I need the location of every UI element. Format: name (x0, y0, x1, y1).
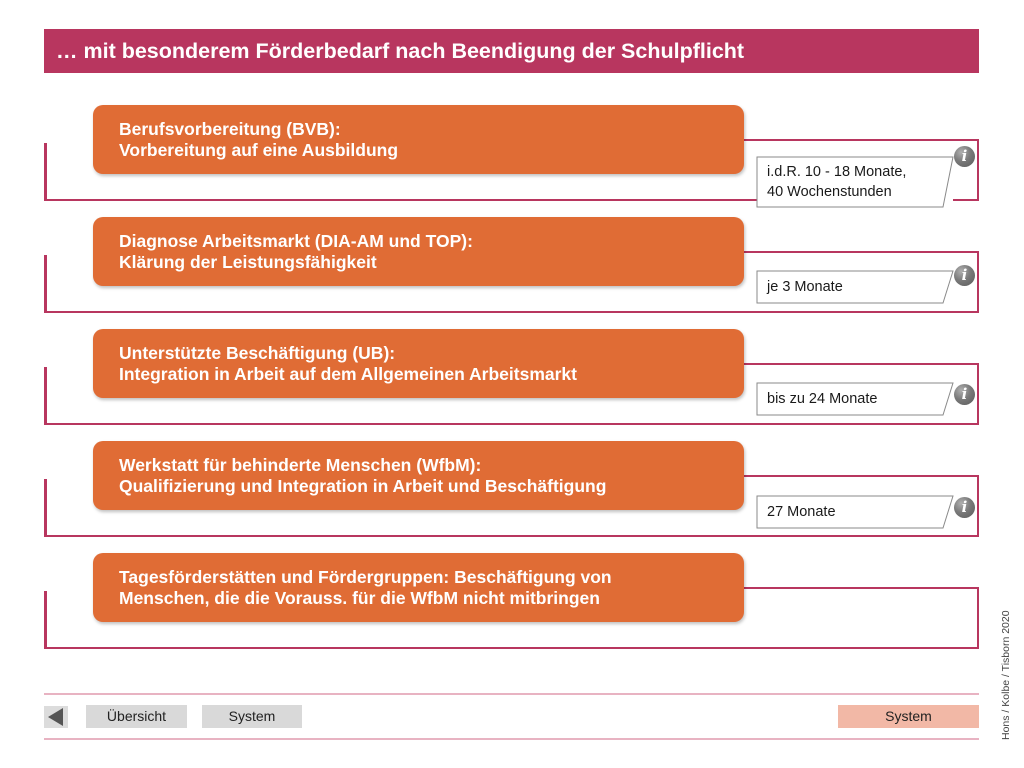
info-icon-ub[interactable]: i (954, 384, 975, 405)
back-arrow-icon (48, 708, 63, 726)
card-tagesfoerderstaetten-title: Tagesförderstätten und Fördergruppen: Beschäftigung von (119, 567, 612, 587)
card-dia-am-title: Diagnose Arbeitsmarkt (DIA-AM und TOP): (119, 231, 473, 251)
overview-button[interactable]: Übersicht (86, 705, 187, 728)
info-box-ub (757, 383, 953, 415)
info-bvb-hours: 40 Wochenstunden (767, 184, 892, 200)
card-ub-subtitle: Integration in Arbeit auf dem Allgemeinen Arbeitsmarkt (119, 364, 577, 384)
info-icon-wfbm[interactable]: i (954, 497, 975, 518)
card-wfbm-subtitle: Qualifizierung und Integration in Arbeit und Beschäftigung (119, 476, 607, 496)
card-wfbm[interactable] (93, 441, 744, 510)
system-button-active[interactable]: System (838, 705, 979, 728)
info-box-bvb (757, 157, 953, 207)
slide-title-bar (44, 29, 979, 73)
card-bvb-subtitle: Vorbereitung auf eine Ausbildung (119, 140, 399, 160)
nav-divider-top (44, 693, 979, 695)
card-dia-am-subtitle: Klärung der Leistungsfähigkeit (119, 252, 377, 272)
info-icon-bvb[interactable]: i (954, 146, 975, 167)
card-ub[interactable] (93, 329, 744, 398)
card-tagesfoerderstaetten-subtitle: Menschen, die die Vorauss. für die WfbM nicht mitbringen (119, 588, 600, 608)
info-ub-duration: bis zu 24 Monate (767, 391, 878, 407)
card-wfbm-title: Werkstatt für behinderte Menschen (WfbM): (119, 455, 482, 475)
card-bvb[interactable] (93, 105, 744, 174)
author-credit: Hons / Kolbe / Tisborn 2020 (1000, 610, 1012, 740)
info-bvb-duration: i.d.R. 10 - 18 Monate, (767, 164, 907, 180)
card-ub-title: Unterstützte Beschäftigung (UB): (119, 343, 396, 363)
nav-divider-bottom (44, 738, 979, 740)
info-icon-dia-am[interactable]: i (954, 265, 975, 286)
card-dia-am[interactable] (93, 217, 744, 286)
info-box-dia-am (757, 271, 953, 303)
info-box-wfbm (757, 496, 953, 528)
info-dia-am-duration: je 3 Monate (767, 279, 843, 295)
card-bvb-title: Berufsvorbereitung (BVB): (119, 119, 341, 139)
info-wfbm-duration: 27 Monate (767, 504, 836, 520)
system-button[interactable]: System (202, 705, 302, 728)
slide-title: … mit besonderem Förderbedarf nach Beendigung der Schulpflicht (56, 39, 745, 63)
card-tagesfoerderstaetten[interactable] (93, 553, 744, 622)
back-button[interactable] (44, 706, 68, 728)
